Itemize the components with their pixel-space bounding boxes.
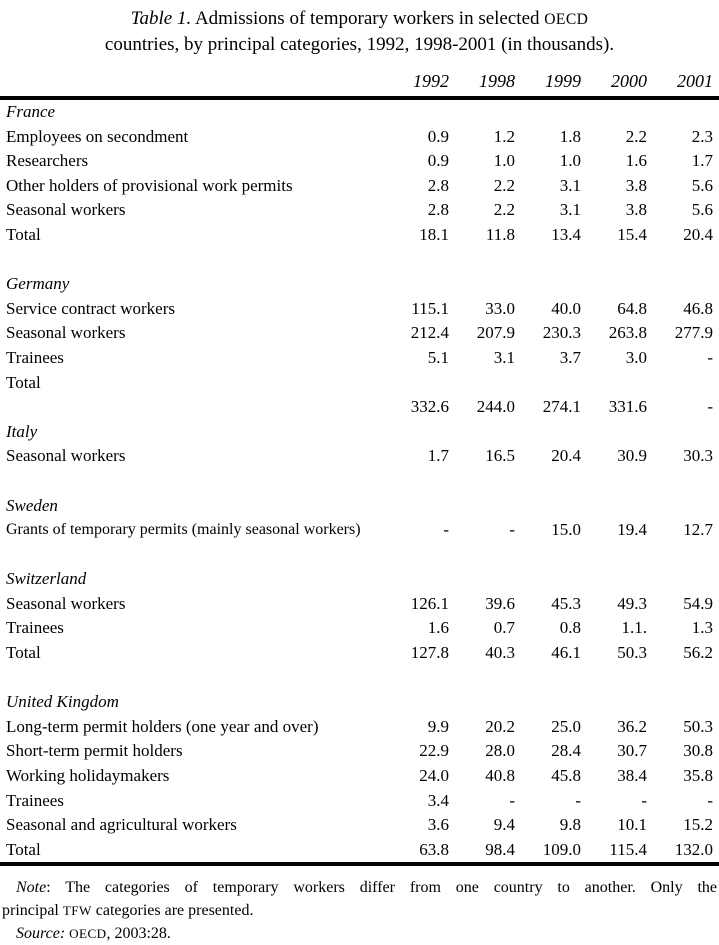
value-cell [383,690,449,715]
row-label [0,395,383,420]
value-cell [383,371,449,396]
value-cell [515,567,581,592]
section-gap [0,543,719,568]
table-row [0,813,719,838]
year-header-cell: 1992 [413,71,449,91]
value-cell: 54.9 [683,593,713,613]
table-row [0,371,719,396]
country-row [0,567,719,592]
country-label: United Kingdom [6,692,119,712]
country-label: Italy [6,421,38,441]
value-cell: 18.1 [419,224,449,244]
value-cell: 3.6 [427,815,449,835]
section-gap [0,469,719,494]
value-cell: 1.6 [427,618,449,638]
row-label: Short-term permit holders [6,741,183,761]
value-cell [581,567,647,592]
value-cell [449,567,515,592]
value-cell: 39.6 [485,593,515,613]
value-cell: 2.8 [427,200,449,220]
country-label: France [6,102,56,121]
row-label: Seasonal workers [6,593,126,613]
value-cell [449,690,515,715]
table-row [0,223,719,248]
value-cell [449,100,515,125]
row-label: Grants of temporary permits (mainly seasonal workers) [6,521,361,539]
row-label: Total [6,224,41,244]
year-header-cell: 1998 [479,71,515,91]
year-header-cell: 1999 [545,71,581,91]
value-cell: 109.0 [542,839,581,859]
table-row [0,739,719,764]
value-cell: - [509,520,515,540]
row-label: Seasonal workers [6,446,126,466]
value-cell: 1.6 [625,151,647,171]
value-cell: 35.8 [683,766,713,786]
value-cell [449,272,515,297]
text: : The categories of temporary workers differ from one country to another. Only the [46,879,717,897]
year-header-cell: 2000 [611,71,647,91]
value-cell [383,494,449,519]
value-cell: 15.0 [551,520,581,540]
value-cell [383,567,449,592]
row-label: Total [6,643,41,663]
value-cell: 20.4 [683,224,713,244]
value-cell: 1.7 [691,151,713,171]
table-row [0,838,719,863]
value-cell [515,371,581,396]
year-header-cell: 2001 [677,71,713,91]
table-row [0,174,719,199]
value-cell: 45.3 [551,593,581,613]
text: , 2003:28. [106,925,171,943]
table-row [0,641,719,666]
value-cell: 28.4 [551,741,581,761]
value-cell: 212.4 [410,323,449,343]
value-cell: 49.3 [617,593,647,613]
value-cell: 5.6 [691,175,713,195]
value-cell: 50.3 [617,643,647,663]
value-cell [515,100,581,125]
row-label: Total [6,372,41,392]
value-cell [647,272,719,297]
value-cell: 0.7 [493,618,515,638]
value-cell [515,690,581,715]
value-cell: - [707,397,713,417]
table-row [0,321,719,346]
row-label: Employees on secondment [6,126,189,146]
value-cell: 5.1 [427,347,449,367]
value-cell: 63.8 [419,839,449,859]
value-cell: 2.2 [625,126,647,146]
value-cell: 10.1 [617,815,647,835]
value-cell [449,371,515,396]
value-cell: - [443,520,449,540]
table-body [0,100,719,862]
value-cell: 244.0 [476,397,515,417]
value-cell [647,690,719,715]
value-cell: 28.0 [485,741,515,761]
row-label: Other holders of provisional work permits [6,175,293,195]
value-cell: 274.1 [542,397,581,417]
value-cell: 127.8 [410,643,449,663]
table-title [0,0,719,57]
value-cell: 36.2 [617,716,647,736]
country-label: Germany [6,274,70,294]
value-cell: 2.8 [427,175,449,195]
value-cell: 3.1 [493,347,515,367]
note-line [2,876,717,899]
row-label: Working holidaymakers [6,766,170,786]
value-cell: 50.3 [683,716,713,736]
value-cell [581,494,647,519]
value-cell: 15.4 [617,224,647,244]
value-cell: 46.8 [683,298,713,318]
value-cell [647,567,719,592]
value-cell: 115.1 [411,298,449,318]
value-cell: - [707,790,713,810]
value-cell: 9.4 [493,815,515,835]
value-cell [449,494,515,519]
value-cell [515,420,581,445]
italic-text: Table 1. [130,8,192,29]
value-cell: 331.6 [608,397,647,417]
value-cell: 33.0 [485,298,515,318]
value-cell: 40.8 [485,766,515,786]
value-cell: 0.9 [427,126,449,146]
table-source [2,922,717,945]
value-cell: 3.8 [625,175,647,195]
section-gap [0,248,719,273]
value-cell: 3.8 [625,200,647,220]
value-cell: 3.1 [559,200,581,220]
section-gap [0,666,719,691]
country-label: Sweden [6,495,58,515]
value-cell: - [641,790,647,810]
value-cell [383,100,449,125]
table-header-row [0,69,719,100]
table-row [0,198,719,223]
value-cell: 24.0 [419,766,449,786]
value-cell: 230.3 [542,323,581,343]
text: countries, by principal categories, 1992, 1998-2001 (in thousands). [104,34,615,55]
value-cell: 277.9 [674,323,713,343]
table-row [0,764,719,789]
value-cell [449,420,515,445]
country-row [0,494,719,519]
value-cell [581,371,647,396]
value-cell: 40.3 [485,643,515,663]
country-row [0,272,719,297]
value-cell [581,690,647,715]
value-cell: 22.9 [419,741,449,761]
value-cell: 332.6 [410,397,449,417]
value-cell [383,420,449,445]
text: categories are presented. [91,902,254,920]
table-row [0,297,719,322]
value-cell: 126.1 [410,593,449,613]
country-row [0,690,719,715]
table-row [0,616,719,641]
title-line [0,32,719,57]
value-cell [647,371,719,396]
value-cell [581,100,647,125]
table-note [2,876,717,922]
row-label: Researchers [6,151,89,171]
value-cell [383,272,449,297]
value-cell: 25.0 [551,716,581,736]
value-cell: 5.6 [691,200,713,220]
value-cell [581,272,647,297]
value-cell: 46.1 [551,643,581,663]
value-cell: 263.8 [608,323,647,343]
value-cell: 2.2 [493,175,515,195]
value-cell: 56.2 [683,643,713,663]
value-cell: - [509,790,515,810]
value-cell: 30.3 [683,446,713,466]
row-label: Total [6,839,41,859]
note-line [2,899,717,922]
value-cell: - [707,347,713,367]
value-cell: 30.9 [617,446,647,466]
value-cell: 30.8 [683,741,713,761]
value-cell: 1.2 [493,126,515,146]
value-cell: 45.8 [551,766,581,786]
value-cell: 1.8 [559,126,581,146]
title-line [0,6,719,32]
value-cell: 15.2 [683,815,713,835]
italic-text: Note [16,879,47,897]
country-row [0,100,719,125]
value-cell: 3.4 [427,790,449,810]
header-spacer [0,69,383,96]
value-cell: 9.9 [427,716,449,736]
table-row [0,715,719,740]
value-cell: 3.0 [625,347,647,367]
value-cell: 115.4 [609,839,647,859]
acronym-text: OECD [544,11,589,28]
value-cell: 1.3 [691,618,713,638]
value-cell: 12.7 [683,520,713,540]
value-cell: 1.1. [621,618,647,638]
table-row [0,125,719,150]
row-label: Seasonal and agricultural workers [6,815,237,835]
value-cell [647,420,719,445]
value-cell [647,494,719,519]
row-label: Seasonal workers [6,200,126,220]
value-cell: 11.8 [485,224,515,244]
admissions-table [0,69,719,866]
country-label: Switzerland [6,569,87,589]
table-row [0,592,719,617]
table-row [0,395,719,420]
value-cell [515,494,581,519]
country-row [0,420,719,445]
value-cell: 9.8 [559,815,581,835]
table-row [0,518,719,543]
value-cell: 0.9 [427,151,449,171]
acronym-text: OECD [69,926,107,942]
value-cell: 1.0 [493,151,515,171]
table-row [0,346,719,371]
row-label: Long-term permit holders (one year and over) [6,716,319,736]
table-row [0,789,719,814]
value-cell: 1.7 [427,446,449,466]
row-label: Trainees [6,618,64,638]
text: Admissions of temporary workers in selected [191,8,545,29]
value-cell: 132.0 [674,839,713,859]
value-cell [647,100,719,125]
value-cell: 3.1 [559,175,581,195]
value-cell [515,272,581,297]
row-label: Trainees [6,790,64,810]
value-cell: 2.2 [493,200,515,220]
text: principal [2,902,63,920]
value-cell: 13.4 [551,224,581,244]
value-cell: 2.3 [691,126,713,146]
value-cell: 40.0 [551,298,581,318]
table-row [0,149,719,174]
value-cell: 19.4 [617,520,647,540]
row-label: Seasonal workers [6,323,126,343]
value-cell: 30.7 [617,741,647,761]
acronym-text: TFW [62,903,92,919]
value-cell: 64.8 [617,298,647,318]
value-cell: 98.4 [485,839,515,859]
value-cell: 16.5 [485,446,515,466]
value-cell: - [575,790,581,810]
value-cell: 3.7 [559,347,581,367]
table-row [0,444,719,469]
value-cell: 207.9 [476,323,515,343]
row-label: Trainees [6,347,64,367]
value-cell: 20.4 [551,446,581,466]
value-cell: 1.0 [559,151,581,171]
value-cell [581,420,647,445]
row-label: Service contract workers [6,298,175,318]
value-cell: 38.4 [617,766,647,786]
italic-text: Source: [16,925,66,943]
value-cell: 0.8 [559,618,581,638]
value-cell: 20.2 [485,716,515,736]
